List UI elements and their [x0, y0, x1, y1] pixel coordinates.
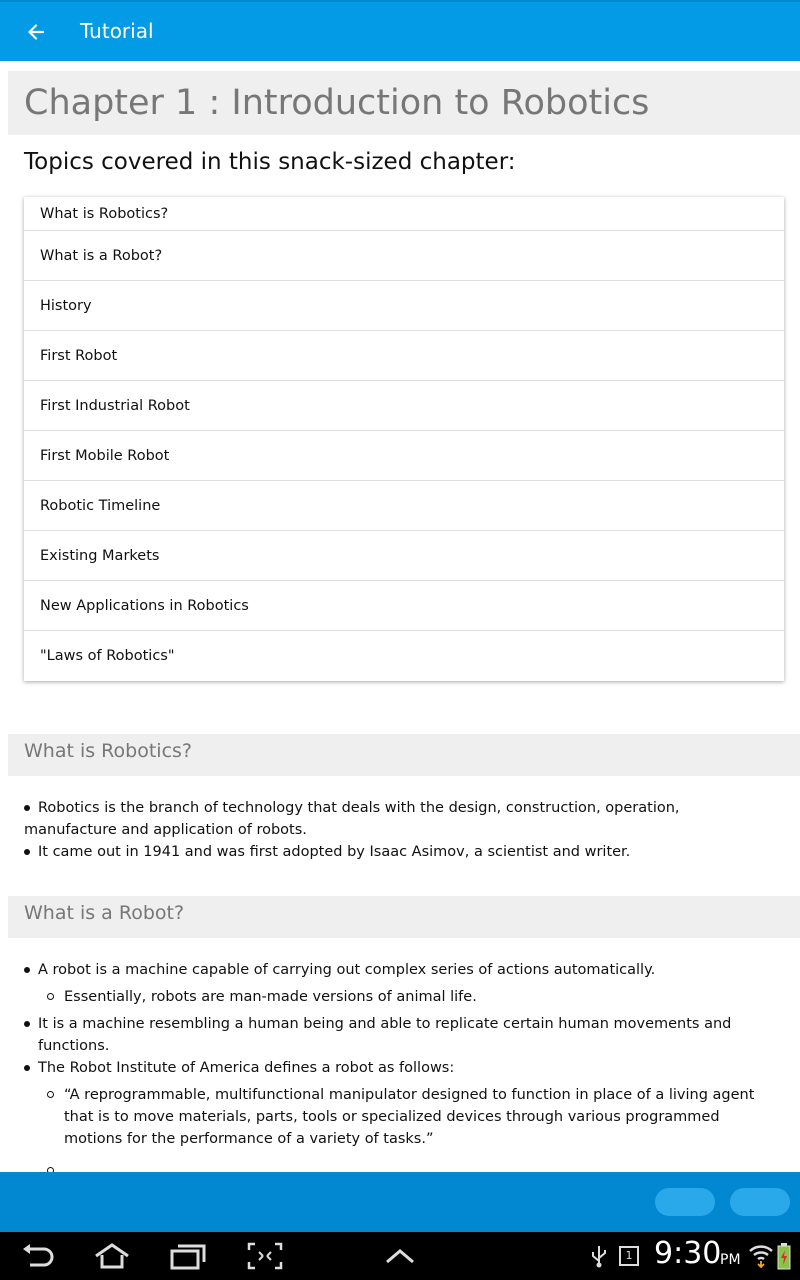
topic-item-robotic-timeline[interactable]: Robotic Timeline — [24, 481, 784, 531]
system-recent-apps-button[interactable] — [166, 1238, 210, 1274]
app-bar-title: Tutorial — [80, 19, 154, 43]
calendar-icon — [619, 1246, 639, 1266]
home-icon — [92, 1242, 132, 1270]
section-title: What is a Robot? — [24, 902, 185, 924]
sub-bullet-item: “A reprogrammable, multifunctional manipulator designed to function in place of a living agent that is to move materials, parts, tools or specialized devices through various programmed motions for the performance of a variety of tasks.” — [24, 1084, 764, 1150]
wifi-icon — [748, 1242, 774, 1268]
bullet-item: The Robot Institute of America defines a robot as follows: — [24, 1057, 764, 1079]
clock-time: 9:30 — [654, 1236, 722, 1271]
system-screenshot-button[interactable] — [243, 1238, 287, 1274]
robot-bullets — [24, 959, 764, 1172]
topic-item-what-is-robotics[interactable]: What is Robotics? — [24, 197, 784, 231]
sub-bullet-item-empty — [24, 1160, 764, 1172]
back-icon — [20, 1243, 56, 1269]
system-home-button[interactable] — [90, 1238, 134, 1274]
content-scroll-area[interactable] — [0, 61, 800, 1172]
clock-ampm: PM — [720, 1252, 741, 1268]
usb-icon — [590, 1244, 608, 1268]
system-bar — [0, 1232, 800, 1280]
sub-bullet-item: Essentially, robots are man-made versions of animal life. — [24, 986, 764, 1008]
battery-icon — [777, 1242, 791, 1270]
next-button[interactable] — [730, 1188, 790, 1216]
topics-list — [24, 197, 784, 681]
bullet-item: It is a machine resembling a human being and able to replicate certain human movements and functions. — [24, 1013, 764, 1057]
topic-item-existing-markets[interactable]: Existing Markets — [24, 531, 784, 581]
section-header-robot — [8, 896, 800, 938]
topic-item-new-applications[interactable]: New Applications in Robotics — [24, 581, 784, 631]
topic-item-history[interactable]: History — [24, 281, 784, 331]
bottom-nav-bar — [0, 1172, 800, 1232]
back-button[interactable] — [14, 10, 58, 54]
app-bar — [0, 0, 800, 61]
recent-apps-icon — [169, 1242, 207, 1270]
calendar-day: 1 — [625, 1249, 633, 1262]
section-title: What is Robotics? — [24, 740, 192, 762]
chapter-header — [8, 71, 800, 135]
topic-item-first-mobile-robot[interactable]: First Mobile Robot — [24, 431, 784, 481]
previous-button[interactable] — [655, 1188, 715, 1216]
bullet-item: Robotics is the branch of technology that deals with the design, construction, operation, manufacture and application of robots. — [24, 797, 764, 841]
system-back-button[interactable] — [16, 1238, 60, 1274]
chapter-title: Chapter 1 : Introduction to Robotics — [24, 83, 650, 123]
topic-item-what-is-a-robot[interactable]: What is a Robot? — [24, 231, 784, 281]
topics-heading: Topics covered in this snack-sized chapter: — [24, 149, 516, 175]
robotics-bullets — [24, 797, 764, 863]
system-menu-button[interactable] — [378, 1238, 422, 1274]
topic-item-first-industrial-robot[interactable]: First Industrial Robot — [24, 381, 784, 431]
screenshot-icon — [247, 1242, 283, 1270]
topic-item-laws-of-robotics[interactable]: "Laws of Robotics" — [40, 648, 175, 664]
chevron-up-icon — [384, 1247, 416, 1265]
section-header-robotics — [8, 734, 800, 776]
bullet-item: A robot is a machine capable of carrying out complex series of actions automatically. — [24, 959, 764, 981]
topic-item-first-robot[interactable]: First Robot — [24, 331, 784, 381]
bullet-item: It came out in 1941 and was first adopted by Isaac Asimov, a scientist and writer. — [24, 841, 764, 863]
arrow-left-icon — [26, 22, 46, 42]
